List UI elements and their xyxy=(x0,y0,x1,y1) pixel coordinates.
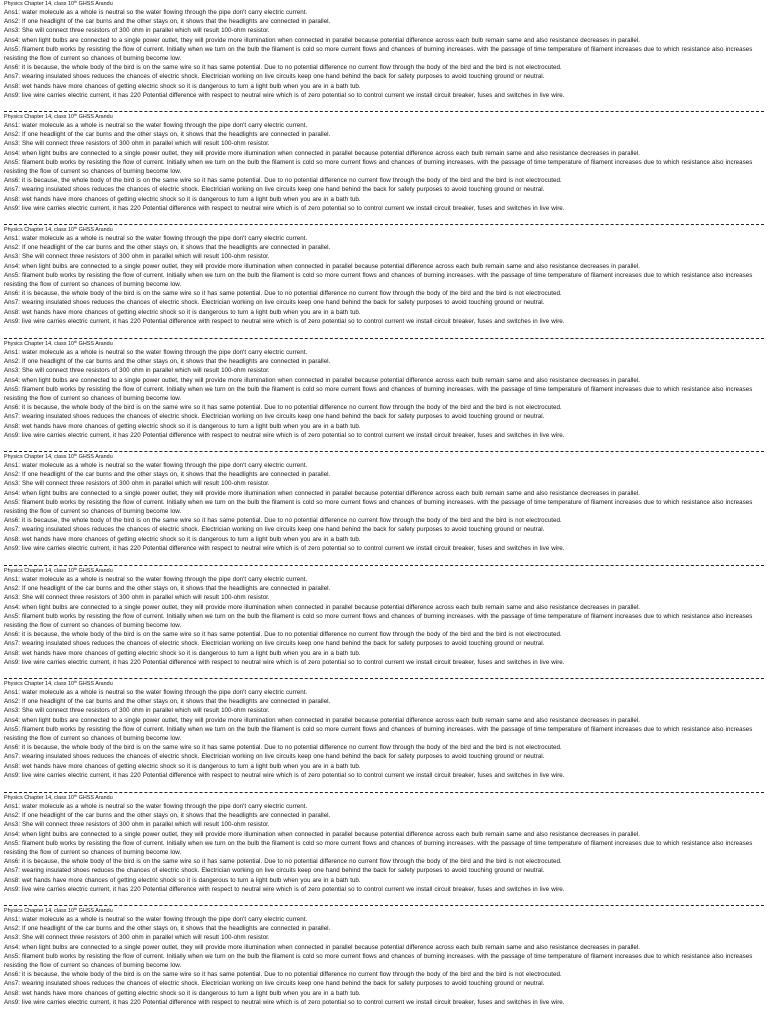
block-title xyxy=(4,453,764,461)
title-suffix: GHSS Arandu xyxy=(77,568,113,574)
answer-line: Ans6: it is because, the whole body of the bird is on the same wire so it has same potential. Due to no potential difference no current flow through the body of the bird and the bird is not electrocuted. xyxy=(4,631,562,639)
answer-line: Ans9: live wire carries electric current, it has 220 Potential difference with respect to neutral wire which is of zero potential so to control current we install circuit breaker, fuses and switches in live wire. xyxy=(4,317,565,325)
dashed-separator xyxy=(4,338,764,339)
answer-line: Ans3: She will connect three resistors of 300 ohm in parallel which will result 100-ohm resistor. xyxy=(4,27,270,35)
answer-line: Ans4: when light bulbs are connected to a single power outlet, they will provide more illumination when connected in parallel because potential difference across each bulb remain same and also resistance decreases in parallel. xyxy=(4,376,641,384)
answer-line: Ans6: it is because, the whole body of the bird is on the same wire so it has same potential. Due to no potential difference no current flow through the body of the bird and the bird is not electrocuted. xyxy=(4,64,562,72)
answer-line: Ans7: wearing insulated shoes reduces the chances of electric shock. Electrician working on live circuits keep one hand behind the back for safety purposes to avoid touching ground or neutral. xyxy=(4,526,545,534)
answer-block xyxy=(4,226,764,326)
block-title xyxy=(4,0,764,8)
title-superscript: th xyxy=(74,794,78,798)
dashed-separator xyxy=(4,905,764,906)
answer-line: Ans2: If one headlight of the car burns and the other stays on, it shows that the headlights are connected in parallel. xyxy=(4,358,331,366)
answer-line: Ans8: wet hands have more chances of getting electric shock so it is dangerous to turn a light bulb when you are in a bath tub. xyxy=(4,422,361,430)
answer-line: Ans7: wearing insulated shoes reduces the chances of electric shock. Electrician working on live circuits keep one hand behind the back for safety purposes to avoid touching ground or neutral. xyxy=(4,299,545,307)
answer-line: Ans8: wet hands have more chances of getting electric shock so it is dangerous to turn a light bulb when you are in a bath tub. xyxy=(4,195,361,203)
answer-line: Ans1: water molecule as a whole is neutral so the water flowing through the pipe don't carry electric current. xyxy=(4,235,308,242)
answer-line: Ans4: when light bulbs are connected to a single power outlet, they will provide more illumination when connected in parallel because potential difference across each bulb remain same and also resistance decreases in parallel. xyxy=(4,489,641,497)
answer-line: Ans1: water molecule as a whole is neutral so the water flowing through the pipe don't carry electric current. xyxy=(4,9,308,16)
block-title xyxy=(4,567,764,575)
answer-line: Ans3: She will connect three resistors of 300 ohm in parallel which will result 100-ohm resistor. xyxy=(4,140,270,148)
answer-line: Ans2: If one headlight of the car burns and the other stays on, it shows that the headlights are connected in parallel. xyxy=(4,812,331,820)
dashed-separator xyxy=(4,451,764,452)
title-prefix: Physics Chapter 14, class 10 xyxy=(4,1,75,7)
answer-block xyxy=(4,680,764,780)
answer-line: Ans1: water molecule as a whole is neutral so the water flowing through the pipe don't carry electric current. xyxy=(4,689,308,696)
title-prefix: Physics Chapter 14, class 10 xyxy=(4,114,75,120)
answer-line: Ans8: wet hands have more chances of getting electric shock so it is dangerous to turn a light bulb when you are in a bath tub. xyxy=(4,876,361,884)
answer-line: Ans3: She will connect three resistors of 300 ohm in parallel which will result 100-ohm resistor. xyxy=(4,707,270,715)
answer-line: Ans5: filament bulb works by resisting the flow of current. Initially when we turn on the bulb the filament is cold so more current flows and chances of burning increases. with the passage of time temperature of filament increases due to which resistance also increases resisting the flow of current so chances of burning become low. xyxy=(4,839,753,857)
title-suffix: GHSS Arandu xyxy=(77,341,113,347)
answer-line: Ans9: live wire carries electric current, it has 220 Potential difference with respect to neutral wire which is of zero potential so to control current we install circuit breaker, fuses and switches in live wire. xyxy=(4,544,565,552)
answer-line: Ans4: when light bulbs are connected to a single power outlet, they will provide more illumination when connected in parallel because potential difference across each bulb remain same and also resistance decreases in parallel. xyxy=(4,716,641,724)
block-title xyxy=(4,680,764,688)
title-suffix: GHSS Arandu xyxy=(77,227,113,233)
answer-line: Ans9: live wire carries electric current, it has 220 Potential difference with respect to neutral wire which is of zero potential so to control current we install circuit breaker, fuses and switches in live wire. xyxy=(4,204,565,212)
answer-line: Ans3: She will connect three resistors of 300 ohm in parallel which will result 100-ohm resistor. xyxy=(4,480,270,488)
answer-line: Ans1: water molecule as a whole is neutral so the water flowing through the pipe don't carry electric current. xyxy=(4,349,308,356)
dashed-separator xyxy=(4,792,764,793)
answer-line: Ans6: it is because, the whole body of the bird is on the same wire so it has same potential. Due to no potential difference no current flow through the body of the bird and the bird is not electrocuted. xyxy=(4,177,562,185)
answer-line: Ans1: water molecule as a whole is neutral so the water flowing through the pipe don't carry electric current. xyxy=(4,462,308,469)
answer-line: Ans4: when light bulbs are connected to a single power outlet, they will provide more illumination when connected in parallel because potential difference across each bulb remain same and also resistance decreases in parallel. xyxy=(4,603,641,611)
title-prefix: Physics Chapter 14, class 10 xyxy=(4,227,75,233)
title-prefix: Physics Chapter 14, class 10 xyxy=(4,341,75,347)
answer-line: Ans4: when light bulbs are connected to a single power outlet, they will provide more illumination when connected in parallel because potential difference across each bulb remain same and also resistance decreases in parallel. xyxy=(4,149,641,157)
title-prefix: Physics Chapter 14, class 10 xyxy=(4,908,75,914)
title-prefix: Physics Chapter 14, class 10 xyxy=(4,681,75,687)
answer-line: Ans2: If one headlight of the car burns and the other stays on, it shows that the headlights are connected in parallel. xyxy=(4,471,331,479)
title-superscript: th xyxy=(74,453,78,457)
answer-line: Ans1: water molecule as a whole is neutral so the water flowing through the pipe don't carry electric current. xyxy=(4,576,308,583)
title-suffix: GHSS Arandu xyxy=(77,681,113,687)
answer-line: Ans9: live wire carries electric current, it has 220 Potential difference with respect to neutral wire which is of zero potential so to control current we install circuit breaker, fuses and switches in live wire. xyxy=(4,431,565,439)
block-title xyxy=(4,113,764,121)
answer-line: Ans1: water molecule as a whole is neutral so the water flowing through the pipe don't carry electric current. xyxy=(4,122,308,129)
answer-line: Ans3: She will connect three resistors of 300 ohm in parallel which will result 100-ohm resistor. xyxy=(4,253,270,261)
answer-line: Ans2: If one headlight of the car burns and the other stays on, it shows that the headlights are connected in parallel. xyxy=(4,698,331,706)
answer-block xyxy=(4,794,764,894)
block-title xyxy=(4,794,764,802)
answer-line: Ans8: wet hands have more chances of getting electric shock so it is dangerous to turn a light bulb when you are in a bath tub. xyxy=(4,82,361,90)
block-title xyxy=(4,907,764,915)
answer-line: Ans4: when light bulbs are connected to a single power outlet, they will provide more illumination when connected in parallel because potential difference across each bulb remain same and also resistance decreases in parallel. xyxy=(4,943,641,951)
answer-line: Ans6: it is because, the whole body of the bird is on the same wire so it has same potential. Due to no potential difference no current flow through the body of the bird and the bird is not electrocuted. xyxy=(4,744,562,752)
answer-line: Ans9: live wire carries electric current, it has 220 Potential difference with respect to neutral wire which is of zero potential so to control current we install circuit breaker, fuses and switches in live wire. xyxy=(4,885,565,893)
title-suffix: GHSS Arandu xyxy=(77,454,113,460)
answer-line: Ans2: If one headlight of the car burns and the other stays on, it shows that the headlights are connected in parallel. xyxy=(4,244,331,252)
answer-line: Ans9: live wire carries electric current, it has 220 Potential difference with respect to neutral wire which is of zero potential so to control current we install circuit breaker, fuses and switches in live wire. xyxy=(4,998,565,1006)
dashed-separator xyxy=(4,678,764,679)
title-suffix: GHSS Arandu xyxy=(77,908,113,914)
answer-line: Ans5: filament bulb works by resisting the flow of current. Initially when we turn on the bulb the filament is cold so more current flows and chances of burning increases. with the passage of time temperature of filament increases due to which resistance also increases resisting the flow of current so chances of burning become low. xyxy=(4,498,753,516)
answer-line: Ans5: filament bulb works by resisting the flow of current. Initially when we turn on the bulb the filament is cold so more current flows and chances of burning increases. with the passage of time temperature of filament increases due to which resistance also increases resisting the flow of current so chances of burning become low. xyxy=(4,385,753,403)
title-suffix: GHSS Arandu xyxy=(77,114,113,120)
answer-line: Ans6: it is because, the whole body of the bird is on the same wire so it has same potential. Due to no potential difference no current flow through the body of the bird and the bird is not electrocuted. xyxy=(4,858,562,866)
answer-block xyxy=(4,0,764,100)
dashed-separator xyxy=(4,224,764,225)
title-superscript: th xyxy=(74,113,78,117)
answer-line: Ans7: wearing insulated shoes reduces the chances of electric shock. Electrician working on live circuits keep one hand behind the back for safety purposes to avoid touching ground or neutral. xyxy=(4,980,545,988)
answer-line: Ans7: wearing insulated shoes reduces the chances of electric shock. Electrician working on live circuits keep one hand behind the back for safety purposes to avoid touching ground or neutral. xyxy=(4,867,545,875)
answer-line: Ans4: when light bulbs are connected to a single power outlet, they will provide more illumination when connected in parallel because potential difference across each bulb remain same and also resistance decreases in parallel. xyxy=(4,262,641,270)
answer-block xyxy=(4,340,764,440)
answer-line: Ans2: If one headlight of the car burns and the other stays on, it shows that the headlights are connected in parallel. xyxy=(4,925,331,933)
answer-line: Ans9: live wire carries electric current, it has 220 Potential difference with respect to neutral wire which is of zero potential so to control current we install circuit breaker, fuses and switches in live wire. xyxy=(4,771,565,779)
block-title xyxy=(4,340,764,348)
answer-line: Ans3: She will connect three resistors of 300 ohm in parallel which will result 100-ohm resistor. xyxy=(4,367,270,375)
answer-line: Ans5: filament bulb works by resisting the flow of current. Initially when we turn on the bulb the filament is cold so more current flows and chances of burning increases. with the passage of time temperature of filament increases due to which resistance also increases resisting the flow of current so chances of burning become low. xyxy=(4,45,753,63)
answer-line: Ans5: filament bulb works by resisting the flow of current. Initially when we turn on the bulb the filament is cold so more current flows and chances of burning increases. with the passage of time temperature of filament increases due to which resistance also increases resisting the flow of current so chances of burning become low. xyxy=(4,271,753,289)
answer-line: Ans6: it is because, the whole body of the bird is on the same wire so it has same potential. Due to no potential difference no current flow through the body of the bird and the bird is not electrocuted. xyxy=(4,971,562,979)
title-prefix: Physics Chapter 14, class 10 xyxy=(4,568,75,574)
answer-line: Ans3: She will connect three resistors of 300 ohm in parallel which will result 100-ohm resistor. xyxy=(4,934,270,942)
title-superscript: th xyxy=(74,226,78,230)
answer-line: Ans1: water molecule as a whole is neutral so the water flowing through the pipe don't carry electric current. xyxy=(4,803,308,810)
answer-line: Ans5: filament bulb works by resisting the flow of current. Initially when we turn on the bulb the filament is cold so more current flows and chances of burning increases. with the passage of time temperature of filament increases due to which resistance also increases resisting the flow of current so chances of burning become low. xyxy=(4,725,753,743)
answer-line: Ans9: live wire carries electric current, it has 220 Potential difference with respect to neutral wire which is of zero potential so to control current we install circuit breaker, fuses and switches in live wire. xyxy=(4,658,565,666)
title-superscript: th xyxy=(74,567,78,571)
answer-line: Ans9: live wire carries electric current, it has 220 Potential difference with respect to neutral wire which is of zero potential so to control current we install circuit breaker, fuses and switches in live wire. xyxy=(4,91,565,99)
answer-line: Ans6: it is because, the whole body of the bird is on the same wire so it has same potential. Due to no potential difference no current flow through the body of the bird and the bird is not electrocuted. xyxy=(4,404,562,412)
answer-line: Ans8: wet hands have more chances of getting electric shock so it is dangerous to turn a light bulb when you are in a bath tub. xyxy=(4,535,361,543)
answer-line: Ans4: when light bulbs are connected to a single power outlet, they will provide more illumination when connected in parallel because potential difference across each bulb remain same and also resistance decreases in parallel. xyxy=(4,830,641,838)
title-suffix: GHSS Arandu xyxy=(77,1,113,7)
title-superscript: th xyxy=(74,680,78,684)
answer-line: Ans8: wet hands have more chances of getting electric shock so it is dangerous to turn a light bulb when you are in a bath tub. xyxy=(4,989,361,997)
answer-line: Ans8: wet hands have more chances of getting electric shock so it is dangerous to turn a light bulb when you are in a bath tub. xyxy=(4,762,361,770)
answer-line: Ans5: filament bulb works by resisting the flow of current. Initially when we turn on the bulb the filament is cold so more current flows and chances of burning increases. with the passage of time temperature of filament increases due to which resistance also increases resisting the flow of current so chances of burning become low. xyxy=(4,612,753,630)
answer-line: Ans6: it is because, the whole body of the bird is on the same wire so it has same potential. Due to no potential difference no current flow through the body of the bird and the bird is not electrocuted. xyxy=(4,517,562,525)
answer-line: Ans5: filament bulb works by resisting the flow of current. Initially when we turn on the bulb the filament is cold so more current flows and chances of burning increases. with the passage of time temperature of filament increases due to which resistance also increases resisting the flow of current so chances of burning become low. xyxy=(4,158,753,176)
answer-line: Ans2: If one headlight of the car burns and the other stays on, it shows that the headlights are connected in parallel. xyxy=(4,18,331,26)
title-superscript: th xyxy=(74,907,78,911)
answer-line: Ans7: wearing insulated shoes reduces the chances of electric shock. Electrician working on live circuits keep one hand behind the back for safety purposes to avoid touching ground or neutral. xyxy=(4,640,545,648)
block-title xyxy=(4,226,764,234)
answer-line: Ans7: wearing insulated shoes reduces the chances of electric shock. Electrician working on live circuits keep one hand behind the back for safety purposes to avoid touching ground or neutral. xyxy=(4,413,545,421)
answer-line: Ans8: wet hands have more chances of getting electric shock so it is dangerous to turn a light bulb when you are in a bath tub. xyxy=(4,649,361,657)
answer-line: Ans3: She will connect three resistors of 300 ohm in parallel which will result 100-ohm resistor. xyxy=(4,594,270,602)
title-superscript: th xyxy=(74,0,78,4)
answer-line: Ans6: it is because, the whole body of the bird is on the same wire so it has same potential. Due to no potential difference no current flow through the body of the bird and the bird is not electrocuted. xyxy=(4,290,562,298)
answer-line: Ans4: when light bulbs are connected to a single power outlet, they will provide more illumination when connected in parallel because potential difference across each bulb remain same and also resistance decreases in parallel. xyxy=(4,36,641,44)
answer-line: Ans1: water molecule as a whole is neutral so the water flowing through the pipe don't carry electric current. xyxy=(4,916,308,923)
dashed-separator xyxy=(4,565,764,566)
title-suffix: GHSS Arandu xyxy=(77,795,113,801)
answer-line: Ans7: wearing insulated shoes reduces the chances of electric shock. Electrician working on live circuits keep one hand behind the back for safety purposes to avoid touching ground or neutral. xyxy=(4,753,545,761)
answer-line: Ans3: She will connect three resistors of 300 ohm in parallel which will result 100-ohm resistor. xyxy=(4,821,270,829)
answer-block xyxy=(4,907,764,1007)
answer-line: Ans2: If one headlight of the car burns and the other stays on, it shows that the headlights are connected in parallel. xyxy=(4,585,331,593)
title-prefix: Physics Chapter 14, class 10 xyxy=(4,454,75,460)
answer-block xyxy=(4,567,764,667)
dashed-separator xyxy=(4,111,764,112)
answer-line: Ans7: wearing insulated shoes reduces the chances of electric shock. Electrician working on live circuits keep one hand behind the back for safety purposes to avoid touching ground or neutral. xyxy=(4,73,545,81)
title-superscript: th xyxy=(74,340,78,344)
answer-line: Ans7: wearing insulated shoes reduces the chances of electric shock. Electrician working on live circuits keep one hand behind the back for safety purposes to avoid touching ground or neutral. xyxy=(4,186,545,194)
answer-block xyxy=(4,453,764,553)
title-prefix: Physics Chapter 14, class 10 xyxy=(4,795,75,801)
answer-line: Ans2: If one headlight of the car burns and the other stays on, it shows that the headlights are connected in parallel. xyxy=(4,131,331,139)
answer-line: Ans8: wet hands have more chances of getting electric shock so it is dangerous to turn a light bulb when you are in a bath tub. xyxy=(4,308,361,316)
answer-block xyxy=(4,113,764,213)
answer-line: Ans5: filament bulb works by resisting the flow of current. Initially when we turn on the bulb the filament is cold so more current flows and chances of burning increases. with the passage of time temperature of filament increases due to which resistance also increases resisting the flow of current so chances of burning become low. xyxy=(4,952,753,970)
